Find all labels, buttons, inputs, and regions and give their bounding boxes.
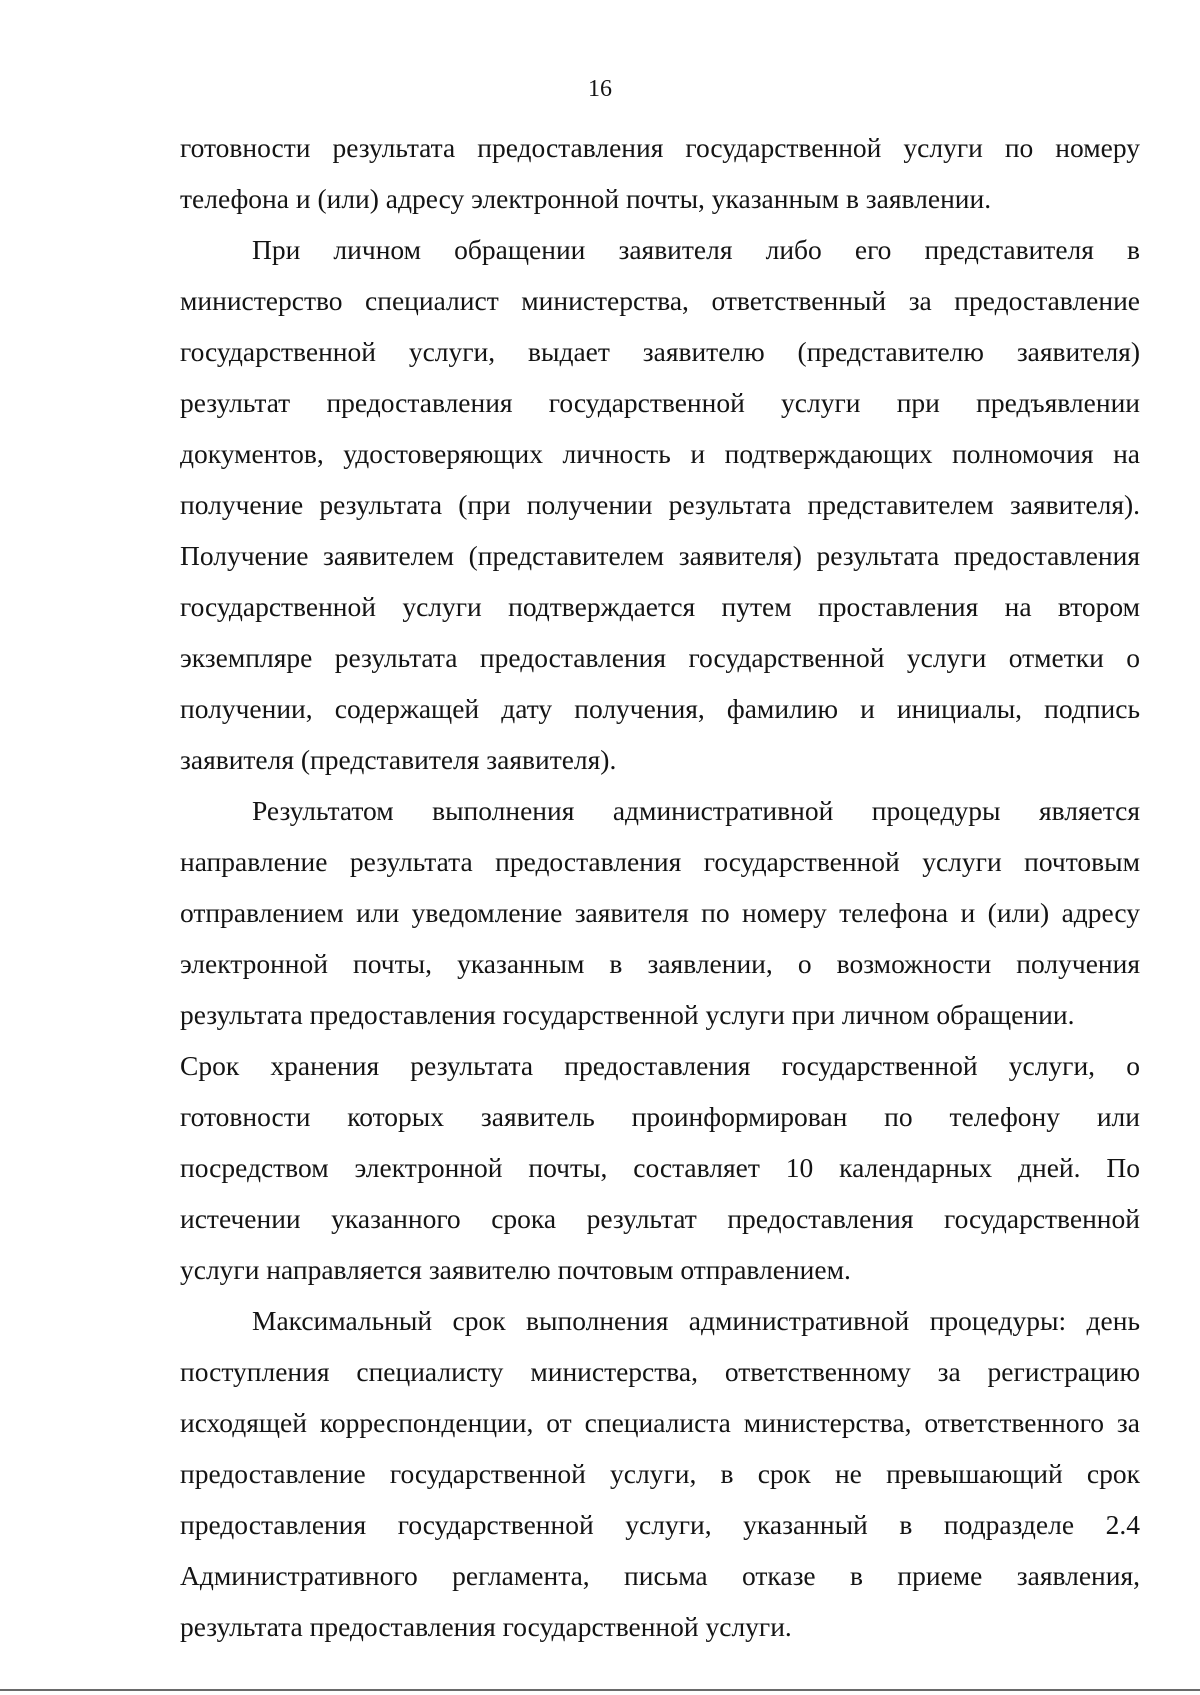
- text-line: получении, содержащей дату получения, фамилию и инициалы, подпись: [180, 693, 1140, 724]
- text-line: истечении указанного срока результат предоставления государственной: [180, 1203, 1140, 1234]
- document-body: [180, 131, 1140, 1661]
- text-line: телефона и (или) адресу электронной почты, указанным в заявлении.: [180, 183, 992, 214]
- text-line: При личном обращении заявителя либо его представителя в: [252, 234, 1140, 265]
- paragraph: [180, 794, 1140, 1304]
- text-line: поступления специалисту министерства, ответственному за регистрацию: [180, 1356, 1140, 1387]
- text-line: Результатом выполнения административной процедуры является: [252, 795, 1140, 826]
- text-line: министерство специалист министерства, ответственный за предоставление: [180, 285, 1140, 316]
- text-line: Срок хранения результата предоставления государственной услуги, о: [180, 1050, 1140, 1081]
- text-line: посредством электронной почты, составляет 10 календарных дней. По: [180, 1152, 1140, 1183]
- text-line: направление результата предоставления государственной услуги почтовым: [180, 846, 1140, 877]
- text-line: заявителя (представителя заявителя).: [180, 744, 617, 775]
- text-line: исходящей корреспонденции, от специалиста министерства, ответственного за: [180, 1407, 1140, 1438]
- text-line: Максимальный срок выполнения административной процедуры: день: [252, 1305, 1140, 1336]
- text-line: услуги направляется заявителю почтовым отправлением.: [180, 1254, 851, 1285]
- text-line: результат предоставления государственной услуги при предъявлении: [180, 387, 1140, 418]
- text-line: электронной почты, указанным в заявлении, о возможности получения: [180, 948, 1140, 979]
- text-line: готовности которых заявитель проинформирован по телефону или: [180, 1101, 1140, 1132]
- text-line: отправлением или уведомление заявителя по номеру телефона и (или) адресу: [180, 897, 1140, 928]
- text-line: Получение заявителем (представителем заявителя) результата предоставления: [180, 540, 1140, 571]
- text-line: результата предоставления государственной услуги.: [180, 1611, 792, 1642]
- text-line: получение результата (при получении результата представителем заявителя).: [180, 489, 1140, 520]
- text-line: государственной услуги подтверждается путем проставления на втором: [180, 591, 1140, 622]
- paragraph: [180, 233, 1140, 794]
- text-line: предоставление государственной услуги, в срок не превышающий срок: [180, 1458, 1140, 1489]
- paragraph: [180, 131, 1140, 233]
- text-line: экземпляре результата предоставления государственной услуги отметки о: [180, 642, 1140, 673]
- text-line: предоставления государственной услуги, указанный в подразделе 2.4: [180, 1509, 1140, 1540]
- text-line: результата предоставления государственной услуги при личном обращении.: [180, 999, 1075, 1030]
- scan-edge-line: [0, 1689, 1200, 1691]
- text-line: документов, удостоверяющих личность и подтверждающих полномочия на: [180, 438, 1140, 469]
- text-line: Административного регламента, письма отказе в приеме заявления,: [180, 1560, 1140, 1591]
- text-line: готовности результата предоставления государственной услуги по номеру: [180, 132, 1140, 163]
- paragraph: [180, 1304, 1140, 1661]
- page-number: 16: [588, 76, 612, 102]
- text-line: государственной услуги, выдает заявителю (представителю заявителя): [180, 336, 1140, 367]
